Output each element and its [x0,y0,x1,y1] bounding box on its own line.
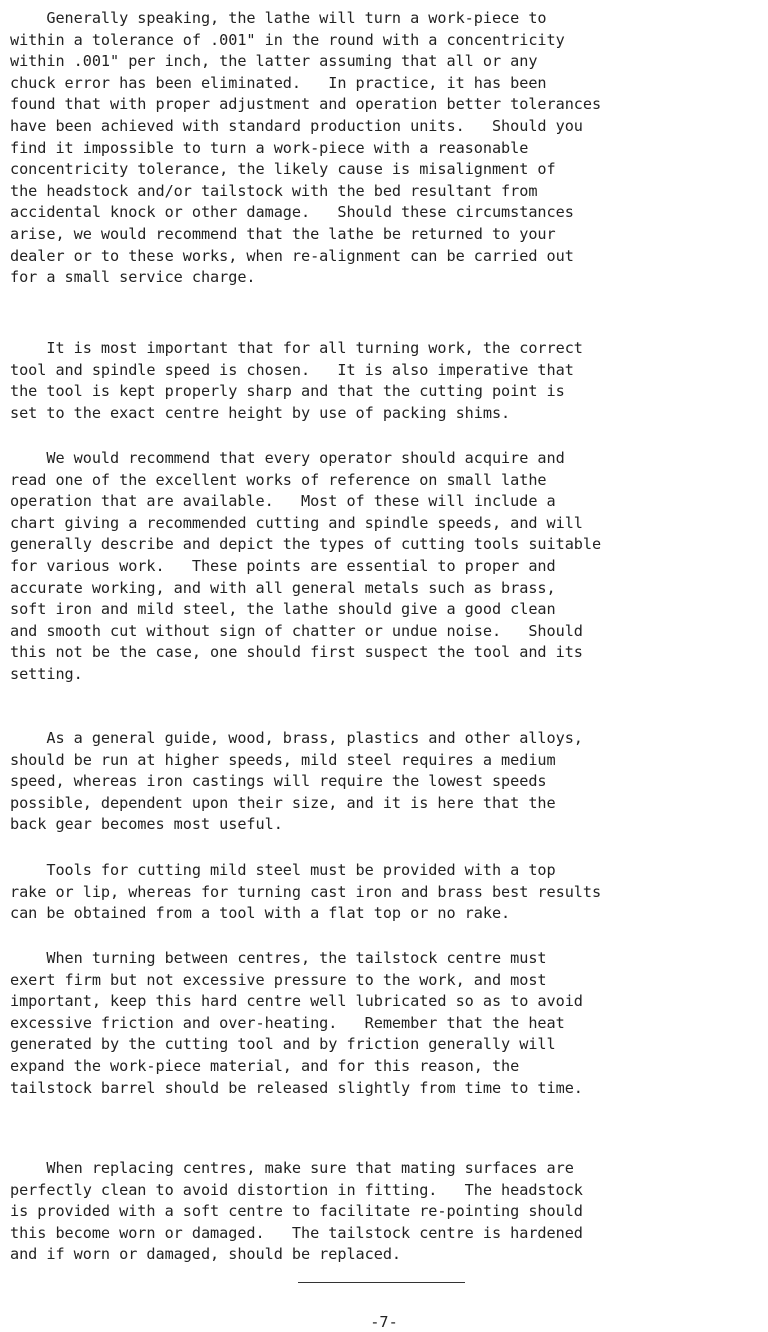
paragraph-tolerance: Generally speaking, the lathe will turn a work-piece to within a tolerance of .001" in the round with a concentricity within .001" per inch, the latter assuming that all or any chuck error has been eliminated. In practice, it has been found that with proper adjustment and operation better tolerances have been achieved with standard production units. Should you find it impossible to turn a work-piece with a reasonable concentricity tolerance, the likely cause is misalignment of the headstock and/or tailstock with the bed resultant from accidental knock or other damage. Should these circumstances arise, we would recommend that the lathe be returned to your dealer or to these works, when re-alignment can be carried out for a small service charge. [10,9,602,287]
paragraph-speed-guide: As a general guide, wood, brass, plastics and other alloys, should be run at higher speeds, mild steel requires a medium speed, whereas iron castings will require the lowest speeds possible, dependent upon their size, and it is here that the back gear becomes most useful. [10,729,583,834]
paragraph-replacing-centres: When replacing centres, make sure that mating surfaces are perfectly clean to avoid distortion in fitting. The headstock is provided with a soft centre to facilitate re-pointing should this become worn or damaged. The tailstock centre is hardened and if worn or damaged, should be replaced. [10,1159,583,1264]
paragraph-turning-between-centres: When turning between centres, the tailstock centre must exert firm but not excessive pressure to the work, and most important, keep this hard centre well lubricated so as to avoid excessive friction and over-heating. Remember that the heat generated by the cutting tool and by friction generally will expand the work-piece material, and for this reason, the tailstock barrel should be released slightly from time to time. [10,949,583,1097]
page-number: -7- [370,1313,398,1331]
footer-divider [298,1282,465,1283]
paragraph-cutting-tools: Tools for cutting mild steel must be provided with a top rake or lip, whereas for turning cast iron and brass best results can be obtained from a tool with a flat top or no rake. [10,861,602,923]
paragraph-reference-works: We would recommend that every operator should acquire and read one of the excellent works of reference on small lathe operation that are available. Most of these will include a chart giving a recommended cutting and spindle speeds, and will generally describe and depict the types of cutting tools suitable for various work. These points are essential to proper and accurate working, and with all general metals such as brass, soft iron and mild steel, the lathe should give a good clean and smooth cut without sign of chatter or undue noise. Should this not be the case, one should first suspect the tool and its setting. [10,449,602,683]
paragraph-tool-and-speed: It is most important that for all turning work, the correct tool and spindle speed is chosen. It is also imperative that the tool is kept properly sharp and that the cutting point is set to the exact centre height by use of packing shims. [10,339,583,422]
